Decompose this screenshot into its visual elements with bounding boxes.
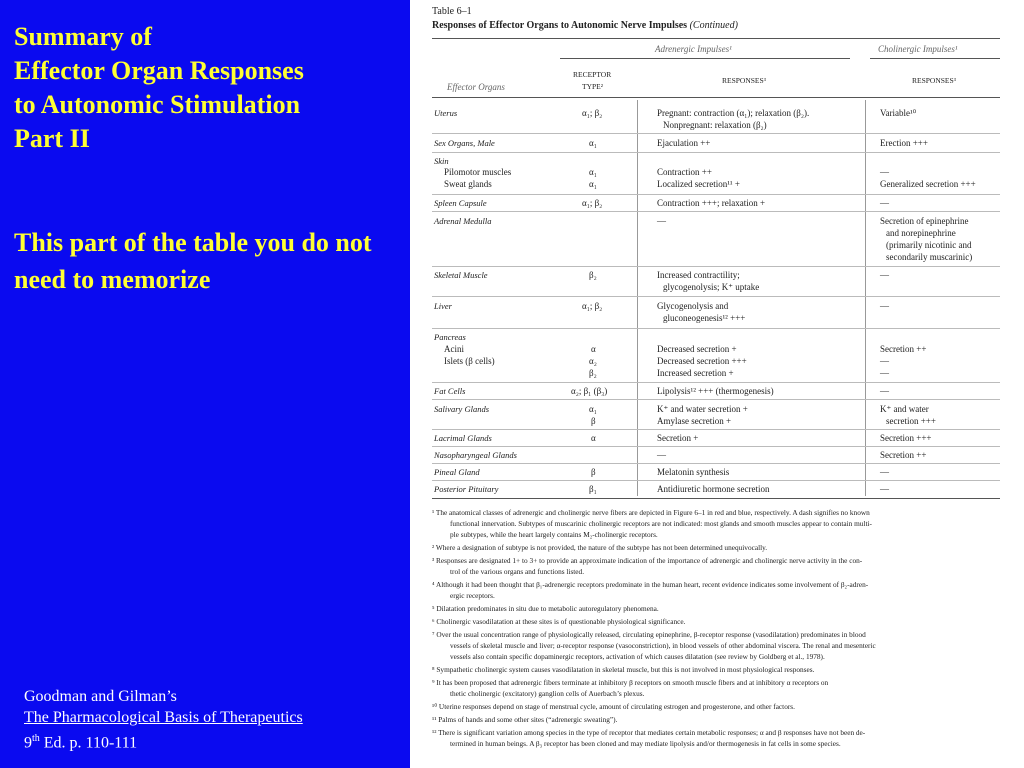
row-divider	[432, 328, 1000, 329]
row-organ: Lacrimal Glands	[434, 433, 492, 443]
row-adrenergic: —	[657, 450, 666, 460]
row-cholinergic: —	[880, 356, 889, 366]
col-responses-adr: RESPONSES³	[722, 76, 766, 85]
row-organ: Adrenal Medulla	[434, 216, 492, 226]
row-adrenergic: Decreased secretion +++	[657, 356, 747, 366]
table-bottom-rule	[432, 498, 1000, 499]
footnote: ⁵ Dilatation predominates in situ due to metabolic autoregulatory phenomena.	[432, 604, 659, 613]
row-organ-sub: Pilomotor muscles	[444, 167, 512, 177]
row-receptor: α₁	[589, 167, 597, 177]
title-line: Summary of	[14, 22, 152, 51]
table-caption	[432, 20, 738, 31]
row-cholinergic: —	[880, 270, 889, 280]
row-cholinergic: secondarily muscarinic)	[886, 252, 973, 262]
row-adrenergic: Nonpregnant: relaxation (β₂)	[663, 120, 767, 130]
row-receptor: α₂; β₁ (β₃)	[571, 386, 608, 396]
row-receptor: α₂	[589, 356, 597, 366]
row-organ: Uterus	[434, 108, 458, 118]
row-cholinergic: Secretion ++	[880, 344, 927, 354]
col-responses-chol: RESPONSES³	[912, 76, 956, 85]
row-cholinergic: —	[880, 386, 889, 396]
row-divider	[432, 480, 1000, 481]
row-cholinergic: Generalized secretion +++	[880, 179, 976, 189]
row-divider	[432, 194, 1000, 195]
footnote: ² Where a designation of subtype is not provided, the nature of the subtype has not been determined unequivocally.	[432, 543, 768, 552]
footnote: vessels also contain specific dopaminergic receptors, activation of which causes dilatation (see review by Goldberg et al., 1978).	[450, 652, 825, 661]
edition-suffix: th	[32, 733, 40, 744]
header-rule-top	[432, 38, 1000, 39]
row-adrenergic: Glycogenolysis and	[657, 301, 729, 311]
group-adrenergic: Adrenergic Impulses¹	[655, 44, 732, 54]
table-number: Table 6–1	[432, 6, 472, 17]
footnote: functional innervation. Subtypes of muscarinic cholinergic receptors are not indicated: most glands and smooth muscles appear to contain multi-	[450, 519, 872, 528]
slide-title	[14, 20, 404, 156]
group-cholinergic: Cholinergic Impulses¹	[878, 44, 958, 54]
row-organ: Fat Cells	[434, 386, 466, 396]
row-organ: Skeletal Muscle	[434, 270, 488, 280]
row-receptor: α	[591, 344, 596, 354]
caption-continued: (Continued)	[689, 20, 738, 31]
footnote: ergic receptors.	[450, 591, 495, 600]
row-cholinergic: —	[880, 467, 889, 477]
row-adrenergic: —	[657, 216, 666, 226]
row-adrenergic: Increased contractility;	[657, 270, 740, 280]
row-cholinergic: Variable¹⁰	[880, 108, 917, 118]
row-divider	[432, 296, 1000, 297]
row-receptor: α₁	[589, 138, 597, 148]
row-receptor: β	[591, 467, 596, 477]
row-receptor: α₁; β₂	[582, 301, 603, 311]
row-receptor: α₁; β₂	[582, 108, 603, 118]
col-receptor-1: RECEPTOR	[573, 70, 612, 79]
row-cholinergic: —	[880, 167, 889, 177]
row-receptor: β₂	[589, 270, 597, 280]
footnote: ple subtypes, while the heart largely contains M₂-cholinergic receptors.	[450, 530, 658, 539]
footnote: ⁹ It has been proposed that adrenergic fibers terminate at inhibitory β receptors on smooth muscle fibers and at inhibitory α receptors on	[432, 678, 829, 687]
footnote: vessels of skeletal muscle and liver; α-receptor response (vasoconstriction), in blood vessels of other abdominal viscera. The renal and mesenteric	[450, 641, 876, 650]
citation-edition	[24, 728, 303, 753]
row-cholinergic: Erection +++	[880, 138, 928, 148]
column-separator	[637, 100, 638, 496]
row-adrenergic: Contraction ++	[657, 167, 712, 177]
footnote: ¹ The anatomical classes of adrenergic and cholinergic nerve fibers are depicted in Figure 6–1 in red and blue, respectively. A dash signifies no known	[432, 508, 870, 517]
row-adrenergic: gluconeogenesis¹² +++	[663, 313, 746, 323]
citation	[24, 686, 303, 753]
row-divider	[432, 429, 1000, 430]
row-adrenergic: glycogenolysis; K⁺ uptake	[663, 282, 760, 292]
slide-subtitle: This part of the table you do not need to memorize	[14, 228, 372, 294]
footnote: ³ Responses are designated 1+ to 3+ to provide an approximate indication of the importance of adrenergic and cholinergic nerve activity in the con-	[432, 556, 863, 565]
citation-book-title: The Pharmacological Basis of Therapeutics	[24, 709, 303, 726]
row-adrenergic: Decreased secretion +	[657, 344, 737, 354]
row-organ: Pineal Gland	[434, 467, 480, 477]
row-receptor: β	[591, 416, 596, 426]
row-cholinergic: —	[880, 368, 889, 378]
row-organ: Sex Organs, Male	[434, 138, 495, 148]
row-divider	[432, 399, 1000, 400]
row-organ-sub: Acini	[444, 344, 464, 354]
row-organ: Spleen Capsule	[434, 198, 487, 208]
footnote: ⁸ Sympathetic cholinergic system causes vasodilatation in skeletal muscle, but this is not involved in most physiological responses.	[432, 665, 815, 674]
row-adrenergic: Melatonin synthesis	[657, 467, 730, 477]
footnote: ¹⁰ Uterine responses depend on stage of menstrual cycle, amount of circulating estrogen and progesterone, and other factors.	[432, 702, 795, 711]
row-divider	[432, 463, 1000, 464]
row-divider	[432, 266, 1000, 267]
row-cholinergic: Secretion of epinephrine	[880, 216, 969, 226]
cholinergic-rule	[870, 58, 1000, 59]
row-organ-sub: Islets (β cells)	[444, 356, 495, 366]
title-line: Part II	[14, 124, 90, 153]
row-organ: Liver	[434, 301, 452, 311]
footnote: trol of the various organs and functions listed.	[450, 567, 585, 576]
col-organs: Effector Organs	[447, 82, 505, 92]
row-organ: Skin	[434, 156, 449, 166]
row-divider	[432, 152, 1000, 153]
row-divider	[432, 382, 1000, 383]
footnote: ¹¹ Palms of hands and some other sites (“adrenergic sweating”).	[432, 715, 618, 724]
row-adrenergic: Secretion +	[657, 433, 699, 443]
footnote: ⁴ Although it had been thought that β₁-adrenergic receptors predominate in the human heart, recent evidence indicates some involvement of β₂-adren-	[432, 580, 869, 589]
footnote: thetic cholinergic (excitatory) ganglion cells of Auerbach’s plexus.	[450, 689, 645, 698]
row-cholinergic: —	[880, 198, 889, 208]
footnote: termined in human beings. A β₃ receptor has been cloned and may mediate lipolysis and/or thermogenesis in fat cells in some species.	[450, 739, 841, 748]
row-organ: Posterior Pituitary	[434, 484, 499, 494]
row-cholinergic: K⁺ and water	[880, 404, 929, 414]
title-line: Effector Organ Responses	[14, 56, 304, 85]
row-adrenergic: Contraction +++; relaxation +	[657, 198, 766, 208]
row-divider	[432, 133, 1000, 134]
edition-number: 9	[24, 734, 32, 752]
row-cholinergic: Secretion +++	[880, 433, 932, 443]
footnote: ¹² There is significant variation among species in the type of receptor that mediates certain metabolic responses; α and β responses have not been de-	[432, 728, 866, 737]
title-line: to Autonomic Stimulation	[14, 90, 301, 119]
row-receptor: α₁	[589, 179, 597, 189]
row-receptor: α₁; β₂	[582, 198, 603, 208]
row-adrenergic: Pregnant: contraction (α₁); relaxation (β₂).	[657, 108, 810, 118]
column-separator	[865, 100, 866, 496]
header-rule-bottom	[432, 97, 1000, 98]
footnote: ⁶ Cholinergic vasodilatation at these sites is of questionable physiological significance.	[432, 617, 686, 626]
row-receptor: β₁	[589, 484, 597, 494]
row-divider	[432, 211, 1000, 212]
row-receptor: β₂	[589, 368, 597, 378]
row-cholinergic: (primarily nicotinic and	[886, 240, 972, 250]
row-cholinergic: and norepinephrine	[886, 228, 956, 238]
row-cholinergic: —	[880, 484, 889, 494]
row-receptor: α₁	[589, 404, 597, 414]
row-adrenergic: Amylase secretion +	[657, 416, 732, 426]
row-organ: Pancreas	[434, 332, 466, 342]
row-receptor: α	[591, 433, 596, 443]
row-cholinergic: —	[880, 301, 889, 311]
row-adrenergic: K⁺ and water secretion +	[657, 404, 748, 414]
adrenergic-rule	[560, 58, 850, 59]
col-receptor-2: TYPE²	[582, 82, 603, 91]
row-adrenergic: Ejaculation ++	[657, 138, 711, 148]
left-panel	[0, 0, 410, 768]
row-adrenergic: Increased secretion +	[657, 368, 734, 378]
row-adrenergic: Antidiuretic hormone secretion	[657, 484, 770, 494]
row-adrenergic: Localized secretion¹¹ +	[657, 179, 740, 189]
row-divider	[432, 446, 1000, 447]
citation-author: Goodman and Gilman’s	[24, 688, 177, 705]
edition-pages: Ed. p. 110-111	[39, 734, 138, 752]
row-organ-sub: Sweat glands	[444, 179, 492, 189]
row-cholinergic: Secretion ++	[880, 450, 927, 460]
caption-text: Responses of Effector Organs to Autonomic Nerve Impulses	[432, 20, 688, 31]
row-adrenergic: Lipolysis¹² +++ (thermogenesis)	[657, 386, 774, 396]
row-organ: Salivary Glands	[434, 404, 490, 414]
row-cholinergic: secretion +++	[886, 416, 936, 426]
row-organ: Nasopharyngeal Glands	[434, 450, 517, 460]
footnote: ⁷ Over the usual concentration range of physiologically released, circulating epinephrine, β-receptor response (vasodilatation) predominates in blood	[432, 630, 866, 639]
